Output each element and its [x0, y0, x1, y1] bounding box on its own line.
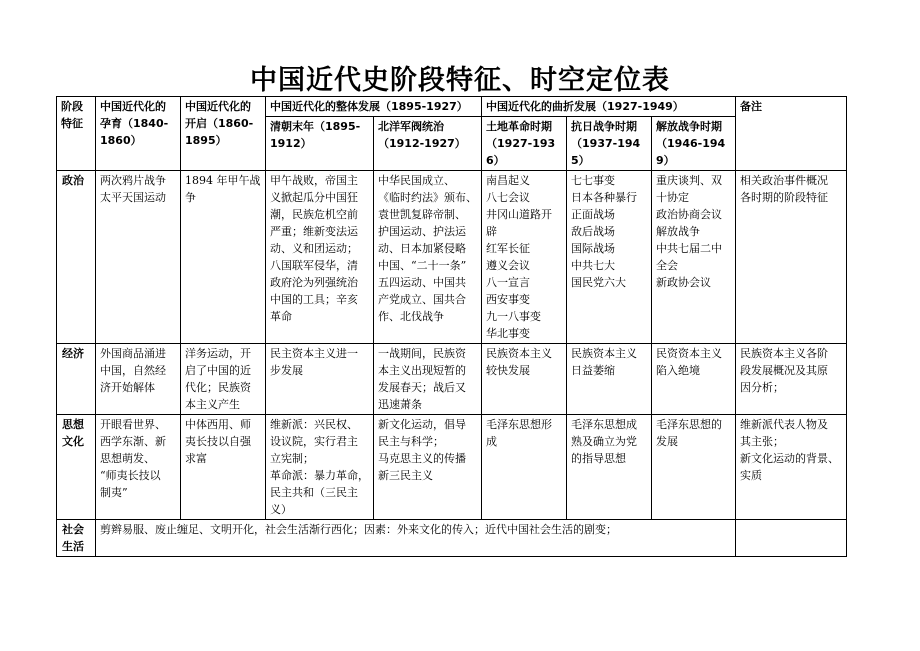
cell-politics-beiyang-line: 袁世凯复辟帝制、 — [378, 208, 466, 221]
row-label-economy — [57, 344, 96, 415]
cell-politics-liberation — [652, 171, 736, 344]
row-label-social-life — [57, 520, 96, 557]
cell-thought-beiyang-line: 新文化运动，倡导 — [378, 418, 466, 431]
header-liberation-line: （1946-1949） — [656, 137, 726, 167]
cell-politics-liberation-line: 十协定 — [656, 191, 690, 204]
cell-politics-anti-japanese-line: 日本各种暴行 — [571, 191, 638, 204]
cell-thought-liberation — [652, 415, 736, 520]
cell-politics-beiyang — [374, 171, 482, 344]
cell-politics-beiyang-line: 五四运动、中国共 — [378, 276, 466, 289]
cell-politics-land-revolution-line: 南昌起义 — [486, 174, 531, 187]
cell-thought-anti-japanese — [567, 415, 652, 520]
row-label-social-life-line: 生活 — [62, 540, 84, 553]
cell-politics-liberation-line: 重庆谈判、双 — [656, 174, 723, 187]
cell-politics-notes-line: 相关政治事件概况 — [740, 174, 829, 187]
cell-politics-late-qing-line: 革命 — [270, 310, 292, 323]
cell-thought-land-revolution-line: 毛泽东思想形 — [486, 418, 553, 431]
cell-politics-land-revolution-line: 八一宣言 — [486, 276, 531, 289]
cell-thought-anti-japanese-line: 熟及确立为党 — [571, 435, 638, 448]
cell-politics-pregnancy-line: 两次鸦片战争 — [100, 174, 166, 187]
cell-thought-late-qing-line: 革命派：暴力革命， — [270, 469, 369, 482]
cell-economy-liberation — [652, 344, 736, 415]
cell-politics-start-line: 1894 年甲午战 — [185, 174, 261, 187]
cell-economy-liberation-line: 民资资本主义 — [656, 347, 723, 360]
cell-politics-beiyang-line: 护国运动、护法运 — [378, 225, 466, 238]
cell-thought-beiyang-line: 民主与科学； — [378, 435, 444, 448]
cell-economy-land-revolution-line: 民族资本主义 — [486, 347, 553, 360]
cell-economy-land-revolution — [482, 344, 567, 415]
cell-politics-late-qing-line: 甲午战败，帝国主 — [270, 174, 358, 187]
header-overall: 中国近代化的整体发展（1895-1927） — [266, 97, 482, 117]
cell-politics-late-qing-line: 政府沦为列强统治 — [270, 276, 358, 289]
cell-economy-start-line: 启了中国的近 — [185, 364, 251, 377]
table-row-politics — [57, 171, 847, 344]
cell-social-content: 剪辫易服、废止缠足、文明开化，社会生活渐行西化；因素：外来文化的传入；近代中国社会生活的剧变； — [96, 520, 736, 557]
cell-thought-notes-line: 实质 — [740, 469, 763, 482]
header-anti-japanese — [567, 117, 652, 171]
cell-economy-late-qing-line: 步发展 — [270, 364, 303, 377]
history-table — [56, 96, 847, 557]
cell-politics-anti-japanese-line: 国际战场 — [571, 242, 616, 255]
cell-economy-beiyang — [374, 344, 482, 415]
cell-politics-land-revolution-line: 华北事变 — [486, 327, 531, 340]
cell-politics-pregnancy-line: 太平天国运动 — [100, 191, 166, 204]
table-row-thought-culture — [57, 415, 847, 520]
header-pregnancy — [96, 97, 181, 171]
cell-politics-anti-japanese-line: 敌后战场 — [571, 225, 616, 238]
cell-politics-beiyang-line: 《临时约法》颁布、 — [378, 191, 477, 204]
cell-thought-land-revolution-line: 成 — [486, 435, 498, 448]
cell-thought-liberation-line: 毛泽东思想的 — [656, 418, 723, 431]
header-twists: 中国近代化的曲折发展（1927-1949） — [482, 97, 736, 117]
cell-politics-notes — [736, 171, 847, 344]
cell-thought-late-qing-line: 立宪制； — [270, 452, 314, 465]
table-row-economy — [57, 344, 847, 415]
cell-economy-start-line: 代化；民族资 — [185, 381, 251, 394]
cell-economy-beiyang-line: 发展春天；战后又 — [378, 381, 466, 394]
cell-thought-notes-line: 新文化运动的背景、 — [740, 452, 840, 465]
header-late-qing — [266, 117, 374, 171]
cell-politics-start — [181, 171, 266, 344]
cell-politics-start-line: 争 — [185, 191, 196, 204]
cell-politics-liberation-line: 政治协商会议 — [656, 208, 723, 221]
cell-economy-liberation-line: 陷入绝境 — [656, 364, 701, 377]
cell-politics-beiyang-line: 中华民国成立、 — [378, 174, 455, 187]
row-label-politics-line: 政治 — [62, 174, 84, 187]
cell-politics-land-revolution-line: 井冈山道路开 — [486, 208, 553, 221]
cell-politics-late-qing-line: 动、义和团运动； — [270, 242, 358, 255]
cell-thought-late-qing — [266, 415, 374, 520]
cell-thought-start — [181, 415, 266, 520]
header-pregnancy-line: 中国近代化的 — [100, 100, 166, 113]
cell-politics-notes-line: 各时期的阶段特征 — [740, 191, 829, 204]
header-notes: 备注 — [736, 97, 847, 171]
cell-economy-start-line: 洋务运动，开 — [185, 347, 251, 360]
header-liberation — [652, 117, 736, 171]
cell-economy-pregnancy-line: 外国商品涌进 — [100, 347, 166, 360]
cell-politics-late-qing-line: 严重；维新变法运 — [270, 225, 358, 238]
cell-economy-beiyang-line: 一战期间，民族资 — [378, 347, 466, 360]
cell-economy-notes-line: 段发展概况及其原 — [740, 364, 829, 377]
cell-thought-pregnancy-line: “师夷长技以 — [100, 469, 161, 482]
cell-politics-beiyang-line: 产党成立、国共合 — [378, 293, 466, 306]
cell-thought-late-qing-line: 义） — [270, 503, 292, 516]
cell-politics-land-revolution-line: 西安事变 — [486, 293, 531, 306]
header-land-revolution — [482, 117, 567, 171]
cell-politics-land-revolution-line: 辟 — [486, 225, 498, 238]
header-stage-line: 特征 — [61, 117, 83, 130]
cell-economy-land-revolution-line: 较快发展 — [486, 364, 531, 377]
cell-economy-late-qing-line: 民主资本主义进一 — [270, 347, 358, 360]
header-pregnancy-line: 孕育（1840- — [100, 117, 169, 130]
cell-politics-land-revolution-line: 九一八事变 — [486, 310, 542, 323]
cell-economy-anti-japanese-line: 日益萎缩 — [571, 364, 616, 377]
cell-politics-land-revolution-line: 红军长征 — [486, 242, 531, 255]
cell-politics-land-revolution-line: 遵义会议 — [486, 259, 531, 272]
cell-economy-notes-line: 民族资本主义各阶 — [740, 347, 829, 360]
cell-politics-liberation-line: 全会 — [656, 259, 679, 272]
cell-thought-late-qing-line: 维新派：兴民权、 — [270, 418, 358, 431]
cell-economy-start-line: 本主义产生 — [185, 398, 240, 411]
header-liberation-line: 解放战争时期 — [656, 120, 723, 133]
cell-politics-beiyang-line: 动、日本加紧侵略 — [378, 242, 466, 255]
cell-politics-anti-japanese — [567, 171, 652, 344]
cell-thought-start-line: 求富 — [185, 452, 207, 465]
cell-politics-late-qing-line: 义掀起瓜分中国狂 — [270, 191, 358, 204]
cell-politics-late-qing-line: 潮，民族危机空前 — [270, 208, 358, 221]
row-label-politics — [57, 171, 96, 344]
cell-economy-beiyang-line: 本主义出现短暂的 — [378, 364, 466, 377]
cell-thought-pregnancy-line: 思想萌发、 — [100, 452, 155, 465]
header-late-qing-line: 1912） — [270, 137, 312, 150]
cell-politics-liberation-line: 中共七届二中 — [656, 242, 723, 255]
row-label-thought-culture-line: 文化 — [62, 435, 84, 448]
header-land-revolution-line: （1927-1936） — [486, 137, 556, 167]
cell-thought-start-line: 中体西用、师 — [185, 418, 251, 431]
cell-thought-pregnancy — [96, 415, 181, 520]
page-title: 中国近代史阶段特征、时空定位表 — [250, 65, 670, 96]
header-pregnancy-line: 1860） — [100, 134, 142, 147]
cell-thought-pregnancy-line: 西学东渐、新 — [100, 435, 166, 448]
cell-politics-anti-japanese-line: 中共七大 — [571, 259, 616, 272]
cell-politics-anti-japanese-line: 正面战场 — [571, 208, 616, 221]
cell-thought-pregnancy-line: 制夷” — [100, 486, 128, 499]
cell-politics-late-qing-line: 八国联军侵华，清 — [270, 259, 358, 272]
header-land-revolution-line: 土地革命时期 — [486, 120, 553, 133]
cell-economy-late-qing — [266, 344, 374, 415]
cell-economy-notes-line: 因分析； — [740, 381, 785, 394]
cell-economy-start — [181, 344, 266, 415]
cell-politics-anti-japanese-line: 国民党六大 — [571, 276, 627, 289]
header-anti-japanese-line: （1937-1945） — [571, 137, 641, 167]
header-stage-line: 阶段 — [61, 100, 83, 113]
cell-thought-notes-line: 维新派代表人物及 — [740, 418, 829, 431]
cell-politics-pregnancy — [96, 171, 181, 344]
cell-economy-pregnancy-line: 中国，自然经 — [100, 364, 166, 377]
cell-thought-notes — [736, 415, 847, 520]
cell-thought-beiyang — [374, 415, 482, 520]
cell-thought-late-qing-line: 民主共和（三民主 — [270, 486, 358, 499]
header-start — [181, 97, 266, 171]
row-label-social-life-line: 社会 — [62, 523, 84, 536]
header-beiyang-line: 北洋军阀统治 — [378, 120, 444, 133]
cell-politics-late-qing-line: 中国的工具；辛亥 — [270, 293, 358, 306]
header-start-line: 1895） — [185, 134, 227, 147]
header-start-line: 中国近代化的 — [185, 100, 251, 113]
header-start-line: 开启（1860- — [185, 117, 254, 130]
header-beiyang-line: （1912-1927） — [378, 137, 466, 150]
row-label-thought-culture — [57, 415, 96, 520]
cell-thought-notes-line: 其主张； — [740, 435, 785, 448]
cell-politics-land-revolution — [482, 171, 567, 344]
cell-social-notes — [736, 520, 847, 557]
header-row-1 — [57, 97, 847, 117]
header-late-qing-line: 清朝末年（1895- — [270, 120, 361, 133]
cell-economy-pregnancy-line: 济开始解体 — [100, 381, 155, 394]
cell-thought-land-revolution — [482, 415, 567, 520]
cell-thought-late-qing-line: 设议院，实行君主 — [270, 435, 358, 448]
cell-thought-beiyang-line: 马克思主义的传播 — [378, 452, 466, 465]
row-label-thought-culture-line: 思想 — [62, 418, 84, 431]
cell-politics-beiyang-line: 中国、“二十一条” — [378, 259, 467, 272]
cell-politics-liberation-line: 新政协会议 — [656, 276, 712, 289]
cell-thought-beiyang-line: 新三民主义 — [378, 469, 433, 482]
cell-economy-anti-japanese-line: 民族资本主义 — [571, 347, 638, 360]
cell-politics-anti-japanese-line: 七七事变 — [571, 174, 616, 187]
cell-thought-start-line: 夷长技以自强 — [185, 435, 251, 448]
cell-politics-land-revolution-line: 八七会议 — [486, 191, 531, 204]
cell-thought-anti-japanese-line: 的指导思想 — [571, 452, 627, 465]
cell-thought-pregnancy-line: 开眼看世界、 — [100, 418, 166, 431]
table-row-social-life — [57, 520, 847, 557]
cell-politics-liberation-line: 解放战争 — [656, 225, 701, 238]
header-stage — [57, 97, 96, 171]
cell-thought-anti-japanese-line: 毛泽东思想成 — [571, 418, 638, 431]
cell-economy-notes — [736, 344, 847, 415]
header-anti-japanese-line: 抗日战争时期 — [571, 120, 638, 133]
cell-economy-anti-japanese — [567, 344, 652, 415]
cell-economy-pregnancy — [96, 344, 181, 415]
header-beiyang — [374, 117, 482, 171]
cell-economy-beiyang-line: 迅速萧条 — [378, 398, 422, 411]
row-label-economy-line: 经济 — [62, 347, 84, 360]
cell-thought-liberation-line: 发展 — [656, 435, 679, 448]
cell-politics-late-qing — [266, 171, 374, 344]
cell-politics-beiyang-line: 作、北伐战争 — [378, 310, 444, 323]
